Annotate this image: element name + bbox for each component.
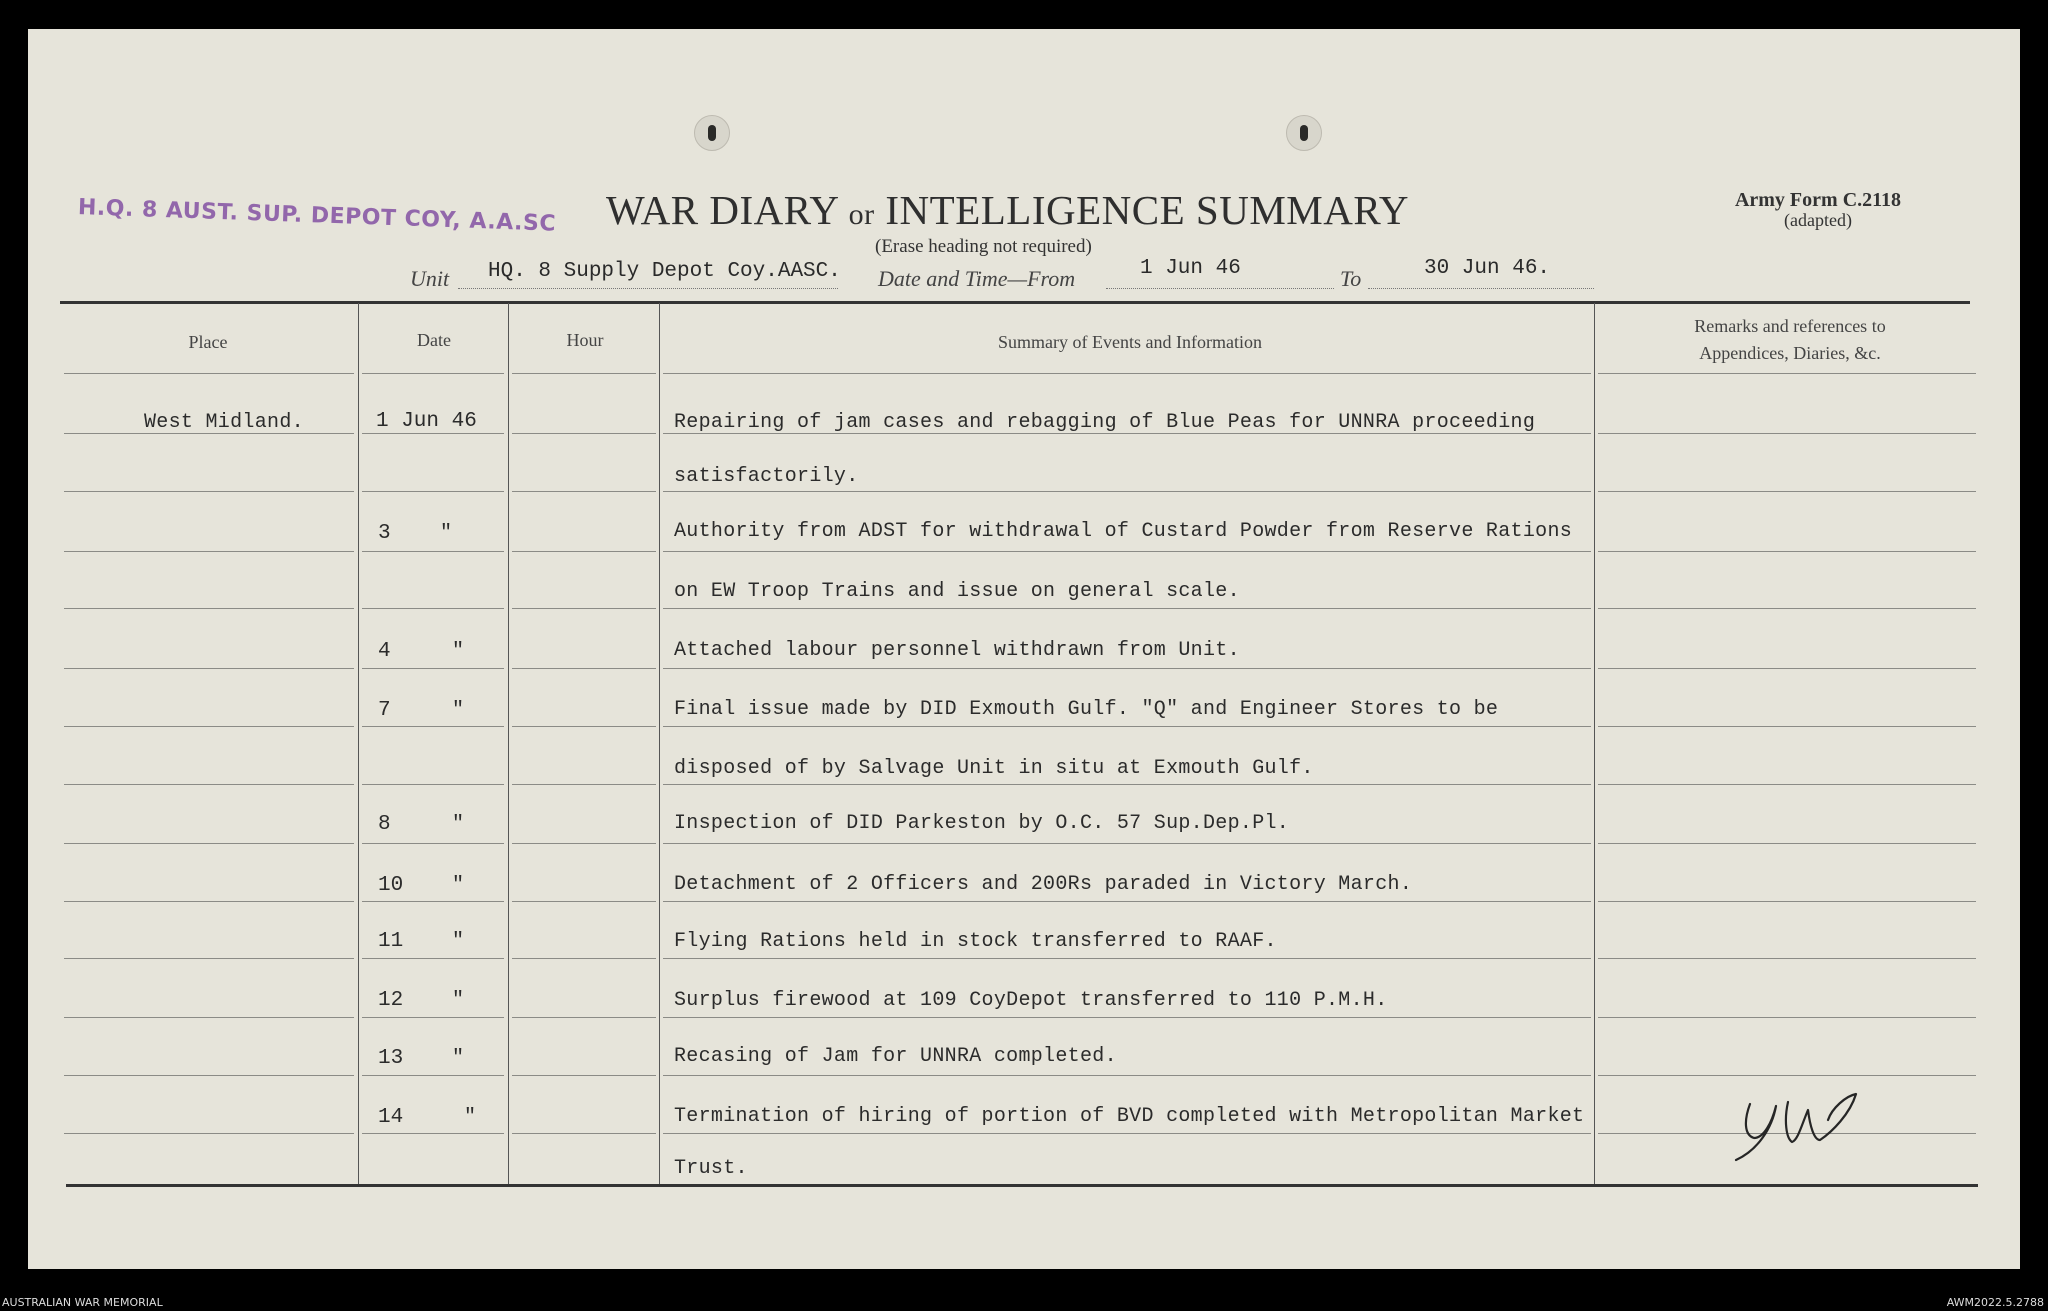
ruled-line xyxy=(362,608,504,609)
ruled-line xyxy=(64,1017,354,1018)
title-war-diary: WAR DIARY xyxy=(606,187,838,233)
ruled-line xyxy=(512,843,656,844)
ruled-line xyxy=(64,608,354,609)
ruled-line xyxy=(64,726,354,727)
footer-credit: AUSTRALIAN WAR MEMORIAL xyxy=(2,1296,163,1309)
column-divider-4 xyxy=(1594,303,1595,1184)
ruled-line xyxy=(64,1133,354,1134)
army-form-label xyxy=(1718,189,1918,231)
ditto-mark: " xyxy=(452,874,465,897)
ruled-line xyxy=(362,901,504,902)
erase-note: (Erase heading not required) xyxy=(875,236,1092,257)
ruled-line xyxy=(362,1133,504,1134)
ruled-line xyxy=(512,608,656,609)
ditto-mark: " xyxy=(440,522,453,545)
ruled-line xyxy=(663,608,1591,609)
ruled-line xyxy=(512,491,656,492)
ruled-line xyxy=(362,843,504,844)
datetime-label: Date and Time—From xyxy=(878,266,1076,291)
ruled-line xyxy=(1598,843,1976,844)
ruled-line xyxy=(64,784,354,785)
summary-line: Flying Rations held in stock transferred to RAAF. xyxy=(674,930,1277,953)
date-cell: 1 Jun 46 xyxy=(376,410,477,433)
header-remarks-line-1: Remarks and references to xyxy=(1694,316,1886,336)
ruled-line xyxy=(1598,958,1976,959)
column-divider-1 xyxy=(358,303,359,1184)
ruled-line xyxy=(512,1133,656,1134)
ruled-line xyxy=(512,901,656,902)
summary-line: Final issue made by DID Exmouth Gulf. "Q" and Engineer Stores to be xyxy=(674,698,1499,721)
summary-line: Termination of hiring of portion of BVD completed with Metropolitan Market xyxy=(674,1105,1585,1128)
ditto-mark: " xyxy=(452,989,465,1012)
ruled-line xyxy=(1598,726,1976,727)
place-cell: West Midland. xyxy=(144,411,304,434)
summary-line: Inspection of DID Parkeston by O.C. 57 Sup.Dep.Pl. xyxy=(674,812,1290,835)
ruled-line xyxy=(64,551,354,552)
ruled-line xyxy=(663,491,1591,492)
ditto-mark: " xyxy=(452,930,465,953)
summary-line: Recasing of Jam for UNNRA completed. xyxy=(674,1045,1117,1068)
ruled-line xyxy=(1598,1075,1976,1076)
from-value: 1 Jun 46 xyxy=(1140,257,1241,280)
ruled-line xyxy=(64,668,354,669)
header-place: Place xyxy=(188,332,228,352)
ruled-line xyxy=(64,958,354,959)
ruled-line xyxy=(1598,901,1976,902)
ruled-line xyxy=(362,726,504,727)
date-cell: 11 xyxy=(378,930,404,953)
summary-line: Surplus firewood at 109 CoyDepot transferred to 110 P.M.H. xyxy=(674,989,1388,1012)
ruled-line xyxy=(663,843,1591,844)
page-title xyxy=(606,186,1409,234)
ruled-line xyxy=(362,1017,504,1018)
unit-line xyxy=(458,288,838,289)
footer-accession-number: AWM2022.5.2788 xyxy=(1946,1296,2044,1309)
ruled-line xyxy=(64,901,354,902)
ditto-mark: " xyxy=(452,640,465,663)
unit-value: HQ. 8 Supply Depot Coy.AASC. xyxy=(488,260,841,283)
ruled-line xyxy=(663,551,1591,552)
header-remarks-line-2: Appendices, Diaries, &c. xyxy=(1699,343,1881,363)
ruled-line xyxy=(663,784,1591,785)
ruled-line xyxy=(663,726,1591,727)
ruled-line xyxy=(512,958,656,959)
ditto-mark: " xyxy=(452,699,465,722)
date-cell: 14 xyxy=(378,1106,404,1129)
date-cell: 13 xyxy=(378,1047,404,1070)
punch-hole-left xyxy=(694,115,730,151)
summary-line: on EW Troop Trains and issue on general scale. xyxy=(674,580,1240,603)
summary-line: Detachment of 2 Officers and 200Rs paraded in Victory March. xyxy=(674,873,1413,896)
ruled-line xyxy=(1598,373,1976,374)
ruled-line xyxy=(362,433,504,434)
ruled-line xyxy=(64,1075,354,1076)
ruled-line xyxy=(512,726,656,727)
ruled-line xyxy=(663,901,1591,902)
unit-stamp: H.Q. 8 AUST. SUP. DEPOT COY, A.A.SC xyxy=(77,195,557,237)
ditto-mark: " xyxy=(464,1106,477,1129)
ruled-line xyxy=(512,373,656,374)
title-or: or xyxy=(848,198,875,231)
ruled-line xyxy=(663,1017,1591,1018)
ruled-line xyxy=(512,433,656,434)
ruled-line xyxy=(362,958,504,959)
ruled-line xyxy=(362,784,504,785)
ruled-line xyxy=(362,491,504,492)
ruled-line xyxy=(362,551,504,552)
from-line xyxy=(1106,288,1334,289)
ruled-line xyxy=(1598,1017,1976,1018)
summary-line: disposed of by Salvage Unit in situ at Exmouth Gulf. xyxy=(674,757,1314,780)
date-cell: 7 xyxy=(378,699,391,722)
header-date: Date xyxy=(417,330,451,350)
to-value: 30 Jun 46. xyxy=(1424,257,1551,280)
signature-initials xyxy=(1728,1080,1878,1170)
ruled-line xyxy=(663,1075,1591,1076)
date-cell: 10 xyxy=(378,874,404,897)
ditto-mark: " xyxy=(452,1047,465,1070)
punch-hole-right xyxy=(1286,115,1322,151)
header-hour: Hour xyxy=(566,330,604,350)
ruled-line xyxy=(362,1075,504,1076)
ruled-line xyxy=(512,784,656,785)
ruled-line xyxy=(1598,491,1976,492)
table-bottom-rule xyxy=(66,1184,1978,1187)
ditto-mark: " xyxy=(452,813,465,836)
header-summary: Summary of Events and Information xyxy=(998,332,1262,352)
to-label: To xyxy=(1340,266,1362,291)
to-line xyxy=(1368,288,1594,289)
form-name: Army Form C.2118 xyxy=(1734,189,1902,211)
ruled-line xyxy=(362,668,504,669)
date-cell: 3 xyxy=(378,522,391,545)
ruled-line xyxy=(1598,551,1976,552)
unit-label: Unit xyxy=(410,266,450,291)
ruled-line xyxy=(1598,608,1976,609)
column-divider-3 xyxy=(659,303,660,1184)
ruled-line xyxy=(663,1133,1591,1134)
summary-line: Authority from ADST for withdrawal of Custard Powder from Reserve Rations xyxy=(674,520,1573,543)
ruled-line xyxy=(64,491,354,492)
column-divider-2 xyxy=(508,303,509,1184)
ruled-line xyxy=(64,373,354,374)
table-top-rule xyxy=(60,301,1970,304)
summary-line: Trust. xyxy=(674,1157,748,1180)
ruled-line xyxy=(64,843,354,844)
summary-line: Repairing of jam cases and rebagging of Blue Peas for UNNRA proceeding xyxy=(674,411,1536,434)
ruled-line xyxy=(512,551,656,552)
summary-line: satisfactorily. xyxy=(674,465,859,488)
ruled-line xyxy=(512,1075,656,1076)
ruled-line xyxy=(512,1017,656,1018)
ruled-line xyxy=(663,668,1591,669)
form-note: (adapted) xyxy=(1784,210,1852,230)
date-cell: 4 xyxy=(378,640,391,663)
ruled-line xyxy=(1598,668,1976,669)
ruled-line xyxy=(512,668,656,669)
date-cell: 12 xyxy=(378,989,404,1012)
ruled-line xyxy=(663,373,1591,374)
ruled-line xyxy=(1598,433,1976,434)
summary-line: Attached labour personnel withdrawn from Unit. xyxy=(674,639,1240,662)
ruled-line xyxy=(362,373,504,374)
title-intelligence-summary: INTELLIGENCE SUMMARY xyxy=(885,187,1410,233)
ruled-line xyxy=(663,958,1591,959)
ruled-line xyxy=(1598,784,1976,785)
date-cell: 8 xyxy=(378,813,391,836)
